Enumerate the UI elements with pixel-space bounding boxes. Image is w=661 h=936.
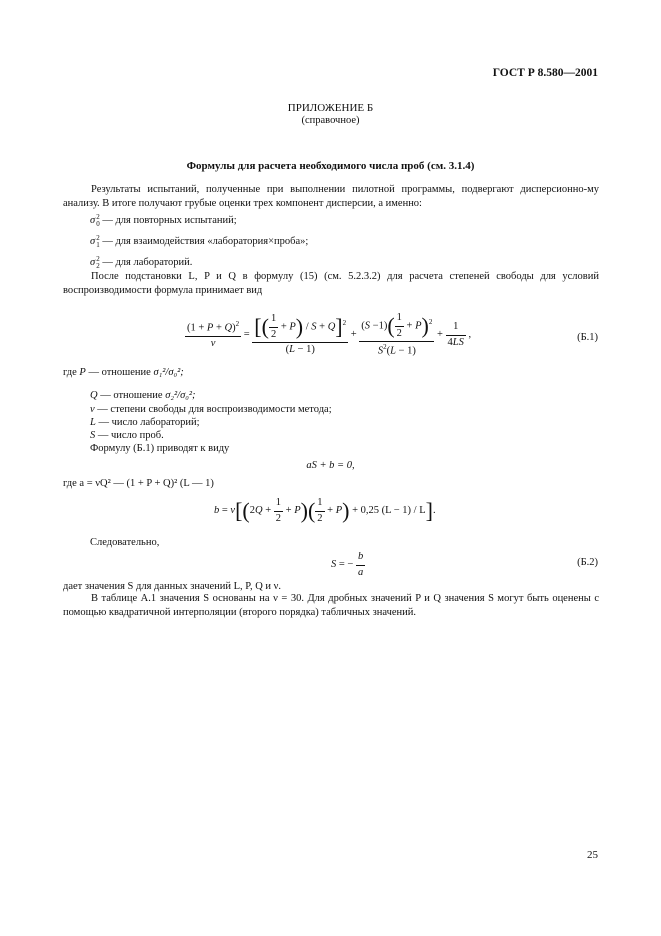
- component-sup: 2: [96, 255, 100, 264]
- component-sub: 0: [96, 219, 100, 228]
- component-text: — для лабораторий.: [102, 257, 193, 268]
- equation-b1: $\frac{(1 + P + Q)^2}{\nu}$ = [( $\frac{1}{2}$ + P) / S + Q]$^2$ (L − 1) + (S −1)( $\frac{1}{2}$ + P)$^2$ $S^2(L - 1)$ + $\frac{1}{4LS}$ ,: [187, 312, 472, 357]
- substitution-paragraph: После подстановки L, P и Q в формулу (15) (см. 5.2.3.2) для расчета степеней свободы для условий воспроизводимости формула принимает вид: [63, 271, 599, 297]
- component-symbol: σ: [90, 236, 96, 247]
- def-text: — отношение: [88, 367, 151, 378]
- component-sub: 2: [96, 261, 100, 270]
- def-ratio: σ₂²/σ₀²;: [165, 390, 196, 401]
- component-text: — для повторных испытаний;: [102, 215, 237, 226]
- def-text: — степени свободы для воспроизводимости метода;: [97, 404, 332, 415]
- hence-text: Следовательно,: [90, 537, 160, 548]
- where-label: где: [63, 367, 77, 378]
- def-symbol: P: [79, 367, 86, 378]
- eq1-term2: (S −1)( $\frac{1}{2}$ + P)$^2$ $S^2(L - 1)$: [361, 312, 433, 357]
- standard-code: ГОСТ Р 8.580—2001: [492, 67, 598, 79]
- definition-row: [63, 366, 184, 380]
- def-symbol: ν: [90, 404, 95, 415]
- intro-paragraph: Результаты испытаний, полученные при выполнении пилотной программы, подвергают дисперсионно-му анализу. В итоге получают грубые оценки трех компонент дисперсии, а именно:: [63, 184, 599, 210]
- component-item: [90, 256, 192, 270]
- reduce-text: Формулу (Б.1) приводят к виду: [90, 443, 230, 454]
- appendix-type: (справочное): [301, 115, 360, 126]
- b-tail: + 0,25 (L − 1) / L: [352, 504, 426, 516]
- def-symbol: Q: [90, 390, 98, 401]
- final-paragraph: В таблице А.1 значения S основаны на ν = 30. Для дробных значений P и Q значения S могут быть оценены с помощью квадратичной интерполяции (второго порядка) табличных значений.: [63, 593, 599, 619]
- equation-number-b1: (Б.1): [577, 332, 598, 343]
- component-sup: 2: [96, 213, 100, 222]
- component-item: [90, 235, 308, 249]
- component-text: — для взаимодействия «лаборатория×проба»;: [102, 236, 309, 247]
- section-title: Формулы для расчета необходимого числа проб (см. 3.1.4): [186, 160, 475, 172]
- component-sub: 1: [96, 240, 100, 249]
- page-number: 25: [587, 849, 598, 861]
- def-symbol: S: [90, 430, 96, 441]
- def-text: — число проб.: [97, 430, 164, 441]
- component-symbol: σ: [90, 257, 96, 268]
- def-symbol: L: [90, 417, 96, 428]
- def-text: — число лабораторий;: [98, 417, 200, 428]
- equation-number-b2: (Б.2): [577, 557, 598, 568]
- eq1-lhs: $\frac{(1 + P + Q)^2}{\nu}$: [187, 319, 240, 349]
- appendix-label: ПРИЛОЖЕНИЕ Б: [287, 102, 374, 114]
- component-item: [90, 214, 237, 228]
- a-definition: где a = νQ² — (1 + P + Q)² (L — 1): [63, 478, 214, 489]
- def-ratio: σ₁²/σ₀²;: [153, 367, 184, 378]
- component-sup: 2: [96, 234, 100, 243]
- component-symbol: σ: [90, 215, 96, 226]
- definition-row: [90, 389, 196, 403]
- equation-as: aS + b = 0,: [306, 460, 355, 471]
- gives-text: дает значения S для данных значений L, P, Q и ν.: [63, 581, 282, 592]
- eq1-term1: [( $\frac{1}{2}$ + P) / S + Q]$^2$ (L − 1): [254, 313, 347, 356]
- def-text: — отношение: [100, 390, 163, 401]
- equation-b: b = ν[(2Q + $\frac{1}{2}$ + P)( $\frac{1}{2}$ + P) + 0,25 (L − 1) / L].: [214, 497, 436, 524]
- eq1-term3: $\frac{1}{4LS}$: [447, 321, 464, 348]
- equation-b2: S = − $\frac{b}{a}$: [331, 551, 364, 578]
